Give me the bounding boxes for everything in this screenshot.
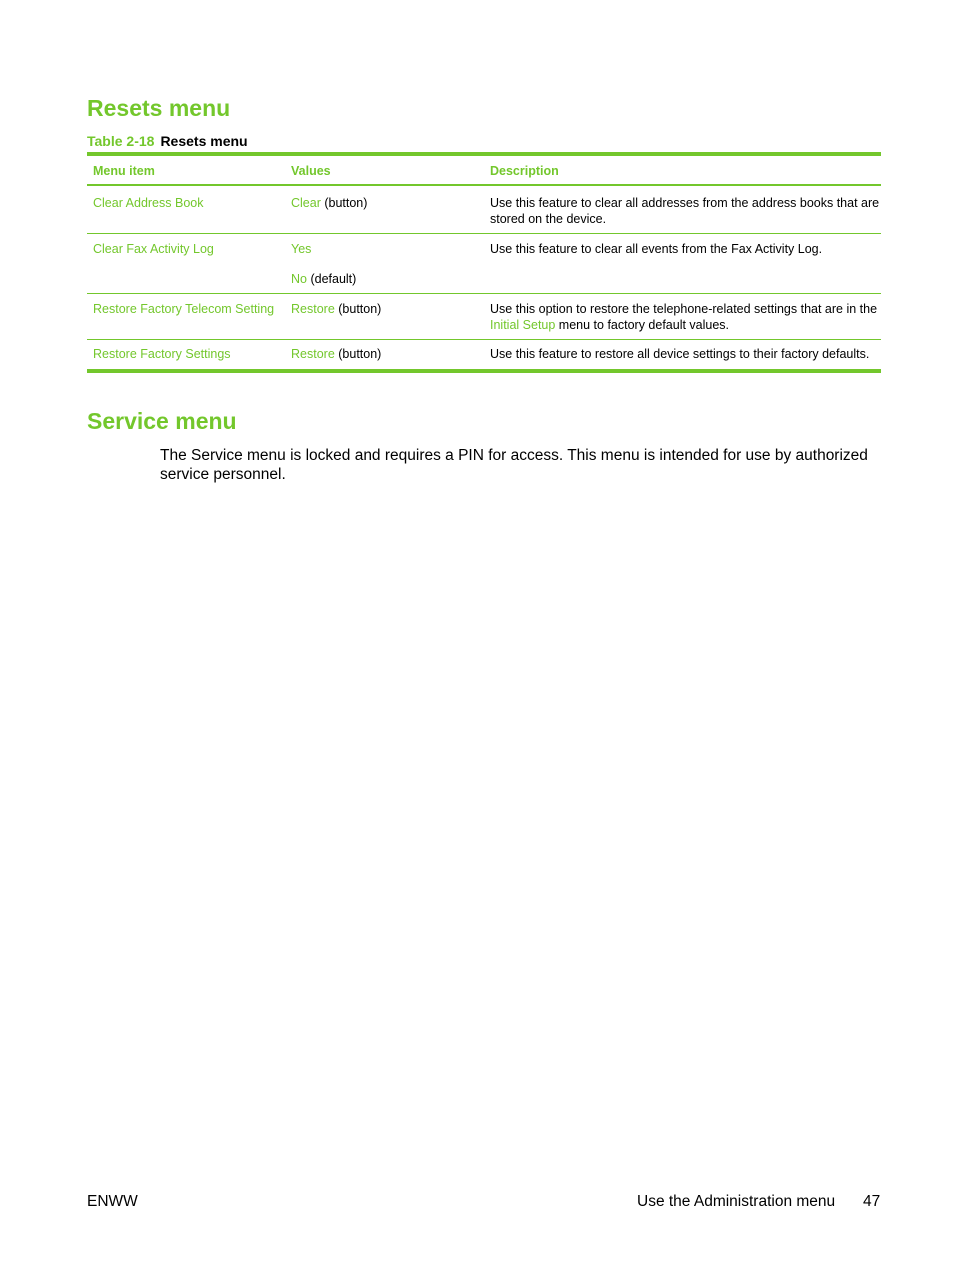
table-caption bbox=[87, 133, 248, 149]
value-suffix: (button) bbox=[334, 347, 382, 361]
description-text: Use this option to restore the telephone-related settings that are in the bbox=[490, 302, 878, 316]
menu-item-clear-address-book[interactable]: Clear Address Book bbox=[93, 196, 204, 210]
row-divider bbox=[87, 293, 881, 294]
page-number: 47 bbox=[863, 1193, 881, 1210]
description-cell bbox=[490, 301, 881, 333]
value-suffix: (default) bbox=[306, 272, 357, 286]
header-description: Description bbox=[490, 164, 559, 178]
description-cell: Use this feature to restore all device settings to their factory defaults. bbox=[490, 347, 870, 361]
description-cell: Use this feature to clear all addresses from the address books that are stored on the device. bbox=[490, 196, 880, 226]
section-title-resets: Resets menu bbox=[87, 95, 231, 121]
value-cell bbox=[291, 301, 481, 317]
footer-left: ENWW bbox=[87, 1193, 138, 1210]
table-top-rule bbox=[87, 152, 881, 156]
menu-item-clear-fax-activity-log[interactable]: Clear Fax Activity Log bbox=[93, 242, 214, 256]
menu-item-restore-factory-settings[interactable]: Restore Factory Settings bbox=[93, 347, 231, 361]
table-title: Resets menu bbox=[160, 133, 248, 149]
header-values: Values bbox=[291, 164, 331, 178]
row-divider bbox=[87, 233, 881, 234]
value-cell bbox=[291, 346, 481, 362]
description-text: menu to factory default values. bbox=[555, 318, 730, 332]
header-menu-item: Menu item bbox=[93, 164, 155, 178]
value-cell bbox=[291, 271, 481, 287]
value-suffix: (button) bbox=[334, 302, 382, 316]
value-link-restore[interactable]: Restore bbox=[291, 347, 335, 361]
table-bottom-rule bbox=[87, 369, 881, 373]
value-suffix: (button) bbox=[320, 196, 368, 210]
description-cell: Use this feature to clear all events from the Fax Activity Log. bbox=[490, 242, 823, 256]
value-cell bbox=[291, 195, 481, 211]
value-link-yes[interactable]: Yes bbox=[291, 242, 312, 256]
menu-item-restore-factory-telecom-setting[interactable]: Restore Factory Telecom Setting bbox=[93, 302, 275, 316]
row-divider bbox=[87, 339, 881, 340]
value-link-restore[interactable]: Restore bbox=[291, 302, 335, 316]
section-title-service: Service menu bbox=[87, 408, 237, 434]
value-link-clear[interactable]: Clear bbox=[291, 196, 321, 210]
table-number: Table 2-18 bbox=[87, 133, 155, 149]
service-paragraph: The Service menu is locked and requires a PIN for access. This menu is intended for use by authorized service personnel. bbox=[160, 447, 868, 483]
footer-chapter-title: Use the Administration menu bbox=[637, 1193, 836, 1210]
header-rule bbox=[87, 184, 881, 186]
value-link-no[interactable]: No bbox=[291, 272, 307, 286]
initial-setup-link[interactable]: Initial Setup bbox=[490, 318, 556, 332]
